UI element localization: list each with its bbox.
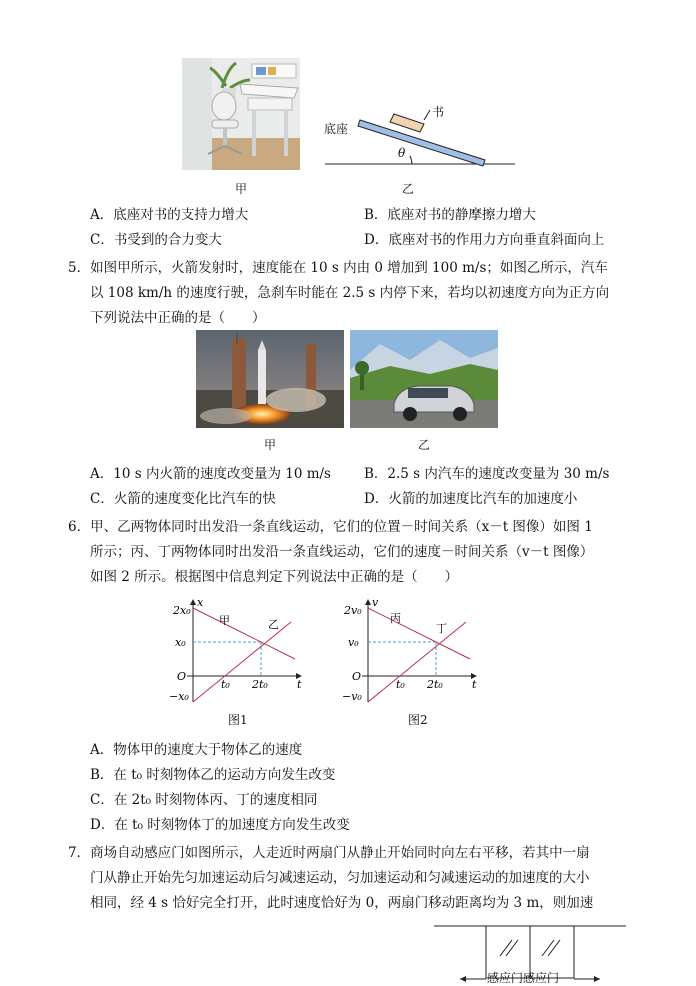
g2-x-t0: t₀ [396, 678, 405, 691]
label-book: 书 [432, 105, 445, 119]
q6-option-c: C．在 2t₀ 时刻物体丙、丁的速度相同 [90, 792, 318, 808]
desk-photo [182, 58, 300, 170]
q6-option-a: A．物体甲的速度大于物体乙的速度 [90, 742, 303, 758]
g1-y-axis: x [197, 596, 204, 609]
q7-stem-line2: 门从静止开始先匀加速运动后匀减速运动，匀加速运动和匀减速运动的加速度的大小 [90, 870, 590, 886]
g1-x-2t0: 2t₀ [252, 678, 268, 691]
g1-series-jia: 甲 [219, 614, 230, 627]
car-photo [350, 330, 498, 428]
g1-y-top: 2x₀ [173, 604, 191, 617]
q4-option-d: D．底座对书的作用力方向垂直斜面向上 [364, 232, 605, 248]
q5-option-c: C．火箭的速度变化比汽车的快 [90, 491, 276, 507]
g2-y-mid: v₀ [348, 636, 359, 649]
q5-option-b: B．2.5 s 内汽车的速度改变量为 30 m/s [364, 466, 610, 482]
g1-x-axis: t [297, 678, 302, 691]
graph-xt [165, 596, 315, 711]
g2-y-top: 2v₀ [344, 604, 362, 617]
g2-origin: O [352, 670, 362, 683]
q4-option-c: C．书受到的合力变大 [90, 232, 222, 248]
g1-series-yi: 乙 [268, 618, 279, 631]
q6-option-b: B．在 t₀ 时刻物体乙的运动方向发生改变 [90, 767, 336, 783]
q5-option-d: D．火箭的加速度比汽车的加速度小 [364, 491, 578, 507]
q5-option-a: A．10 s 内火箭的速度改变量为 10 m/s [90, 466, 331, 482]
q6-stem-line3: 如图 2 所示。根据图中信息判定下列说法中正确的是（ ） [90, 569, 459, 585]
graph2-caption: 图2 [408, 713, 428, 727]
g1-y-neg: −x₀ [169, 690, 189, 703]
g1-y-mid: x₀ [175, 636, 186, 649]
door-label: 感应门感应门 [487, 971, 560, 985]
g2-x-2t0: 2t₀ [427, 678, 443, 691]
g1-x-t0: t₀ [221, 678, 230, 691]
label-angle: θ [398, 146, 406, 160]
g2-series-bing: 丙 [390, 612, 401, 625]
q5-stem-line2: 以 108 km/h 的速度行驶，急刹车时能在 2.5 s 内停下来，若均以初速度方向为正方向 [90, 285, 610, 301]
q4-option-b: B．底座对书的静摩擦力增大 [364, 207, 536, 223]
q6-option-d: D．在 t₀ 时刻物体丁的加速度方向发生改变 [90, 817, 350, 833]
rocket-photo [196, 330, 344, 428]
q4-option-a: A．底座对书的支持力增大 [90, 207, 249, 223]
q7-stem-line3: 相同，经 4 s 恰好完全打开，此时速度恰好为 0，两扇门移动距离均为 3 m，则加速 [90, 895, 594, 911]
figure-caption-yi: 乙 [402, 182, 415, 196]
graph-vt [340, 596, 490, 711]
g2-x-axis: t [472, 678, 477, 691]
figure-caption-jia: 甲 [235, 182, 248, 196]
g1-origin: O [177, 670, 187, 683]
q6-stem-line2: 所示；丙、丁两物体同时出发沿一条直线运动，它们的速度－时间关系（v－t 图像） [90, 544, 594, 560]
incline-diagram [320, 96, 520, 174]
g2-y-axis: v [372, 596, 379, 609]
graph1-caption: 图1 [228, 713, 248, 727]
q5-caption-jia: 甲 [264, 438, 277, 452]
q7-stem-line1: 7．商场自动感应门如图所示，人走近时两扇门从静止开始同时向左右平移，若其中一扇 [68, 845, 590, 861]
q5-stem-line1: 5．如图甲所示，火箭发射时，速度能在 10 s 内由 0 增加到 100 m/s；如图乙所示，汽车 [68, 260, 608, 276]
label-base: 底座 [324, 122, 349, 136]
q5-stem-line3: 下列说法中正确的是（ ） [90, 310, 266, 326]
g2-series-ding: 丁 [436, 622, 447, 635]
g2-y-neg: −v₀ [342, 690, 362, 703]
q6-stem-line1: 6．甲、乙两物体同时出发沿一条直线运动，它们的位置－时间关系（x－t 图像）如图 1 [68, 519, 593, 535]
q5-caption-yi: 乙 [418, 438, 431, 452]
